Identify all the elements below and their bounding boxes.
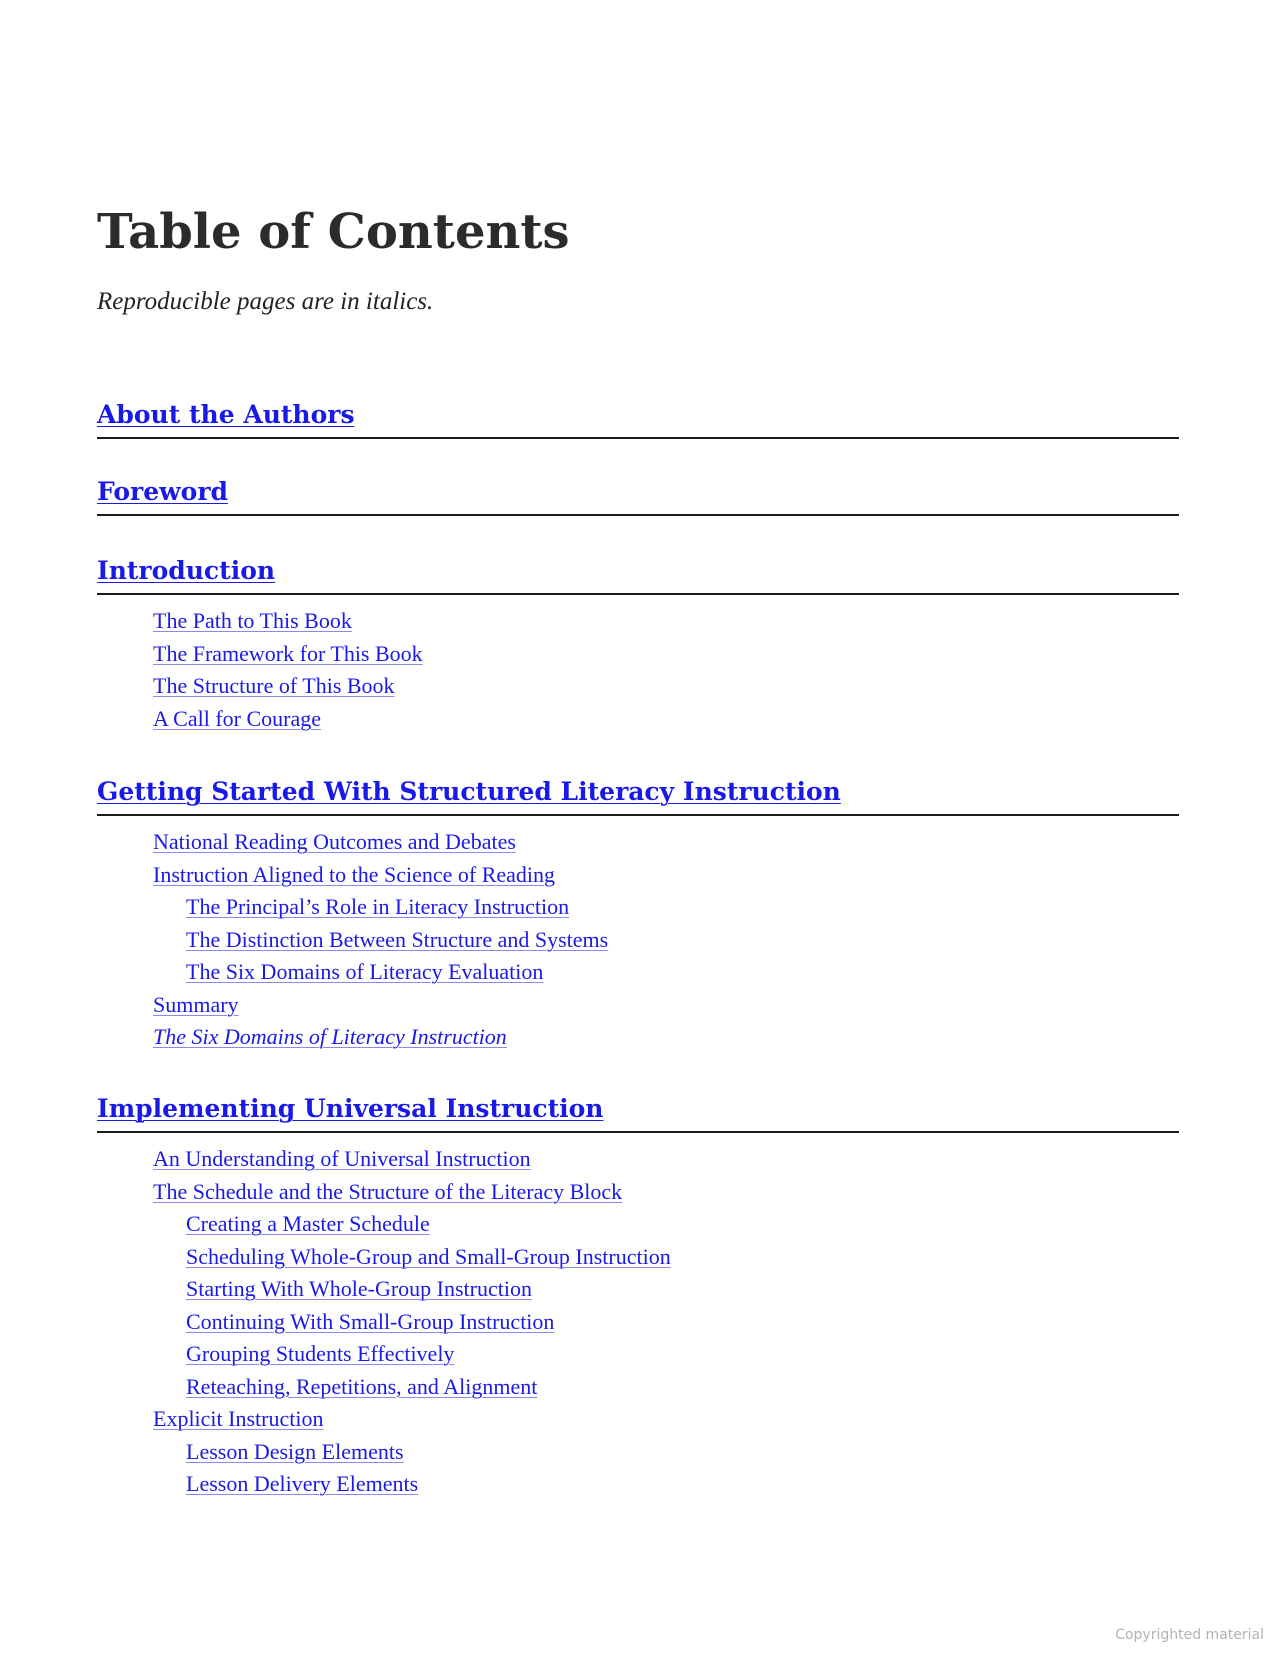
toc-entry xyxy=(97,1176,1179,1209)
toc-link-structure-and-systems[interactable]: The Distinction Between Structure and Systems xyxy=(186,926,609,952)
toc-link-lesson-delivery-elements[interactable]: Lesson Delivery Elements xyxy=(186,1471,419,1496)
toc-entry xyxy=(97,1143,1179,1176)
toc-entry xyxy=(97,1403,1179,1436)
toc-link-implementing-universal-instruction[interactable]: Implementing Universal Instruction xyxy=(97,1094,604,1123)
toc-entry xyxy=(97,638,1179,671)
toc-link-grouping-students[interactable]: Grouping Students Effectively xyxy=(186,1341,455,1366)
toc-entry xyxy=(97,605,1179,638)
toc-link-reteaching-repetitions[interactable]: Reteaching, Repetitions, and Alignment xyxy=(186,1373,538,1399)
section-heading-row xyxy=(97,1091,1179,1133)
toc-entry xyxy=(97,891,1179,924)
toc-sublist xyxy=(97,605,1179,735)
toc-link-national-reading-outcomes[interactable]: National Reading Outcomes and Debates xyxy=(153,829,516,854)
toc-entry xyxy=(97,1306,1179,1339)
toc-link-six-domains-instruction[interactable]: The Six Domains of Literacy Instruction xyxy=(153,1024,507,1049)
toc-entry xyxy=(97,859,1179,892)
toc-entry xyxy=(97,1241,1179,1274)
toc-section-about-the-authors xyxy=(97,397,1179,439)
toc-link-lesson-design-elements[interactable]: Lesson Design Elements xyxy=(186,1438,404,1464)
italics-note: Reproducible pages are in italics. xyxy=(97,288,434,315)
toc-sublist xyxy=(97,1143,1179,1501)
toc-link-principals-role[interactable]: The Principal’s Role in Literacy Instruction xyxy=(186,894,570,919)
copyright-watermark: Copyrighted material xyxy=(1115,1627,1264,1643)
toc-link-call-for-courage[interactable]: A Call for Courage xyxy=(153,705,322,731)
toc-section-implementing-universal-instruction xyxy=(97,1091,1179,1501)
section-heading-row xyxy=(97,474,1179,516)
toc-entry xyxy=(97,826,1179,859)
toc-entry xyxy=(97,1273,1179,1306)
toc-link-six-domains-evaluation[interactable]: The Six Domains of Literacy Evaluation xyxy=(186,959,544,984)
toc-link-getting-started[interactable]: Getting Started With Structured Literacy Instruction xyxy=(97,777,841,806)
toc-link-explicit-instruction[interactable]: Explicit Instruction xyxy=(153,1406,324,1431)
toc-link-path-to-this-book[interactable]: The Path to This Book xyxy=(153,608,352,633)
toc-entry xyxy=(97,989,1179,1022)
toc-section-introduction xyxy=(97,553,1179,735)
toc-link-framework-for-this-book[interactable]: The Framework for This Book xyxy=(153,640,423,666)
toc-link-continuing-small-group[interactable]: Continuing With Small-Group Instruction xyxy=(186,1308,555,1334)
toc-link-understanding-universal-instruction[interactable]: An Understanding of Universal Instruction xyxy=(153,1146,531,1171)
section-heading-row xyxy=(97,397,1179,439)
toc-section-foreword xyxy=(97,474,1179,516)
toc-entry xyxy=(97,1208,1179,1241)
toc-link-foreword[interactable]: Foreword xyxy=(97,477,228,506)
toc-entry xyxy=(97,1021,1179,1054)
toc-link-structure-of-this-book[interactable]: The Structure of This Book xyxy=(153,673,395,698)
toc-link-instruction-aligned[interactable]: Instruction Aligned to the Science of Reading xyxy=(153,861,556,887)
toc-link-master-schedule[interactable]: Creating a Master Schedule xyxy=(186,1211,430,1236)
toc-link-introduction[interactable]: Introduction xyxy=(97,556,276,585)
toc-link-about-the-authors[interactable]: About the Authors xyxy=(97,400,355,429)
toc-link-summary[interactable]: Summary xyxy=(153,991,239,1017)
page-title: Table of Contents xyxy=(97,204,570,260)
toc-link-scheduling-whole-small-group[interactable]: Scheduling Whole-Group and Small-Group Instruction xyxy=(186,1243,671,1269)
toc-section-getting-started xyxy=(97,774,1179,1054)
toc-link-schedule-and-structure[interactable]: The Schedule and the Structure of the Literacy Block xyxy=(153,1178,623,1204)
toc-entry xyxy=(97,1468,1179,1501)
toc-entry xyxy=(97,703,1179,736)
section-heading-row xyxy=(97,553,1179,595)
toc-link-starting-whole-group[interactable]: Starting With Whole-Group Instruction xyxy=(186,1276,532,1301)
toc-entry xyxy=(97,924,1179,957)
toc-entry xyxy=(97,1371,1179,1404)
toc-entry xyxy=(97,1338,1179,1371)
toc-sublist xyxy=(97,826,1179,1054)
toc-entry xyxy=(97,956,1179,989)
section-heading-row xyxy=(97,774,1179,816)
toc-entry xyxy=(97,670,1179,703)
toc-entry xyxy=(97,1436,1179,1469)
